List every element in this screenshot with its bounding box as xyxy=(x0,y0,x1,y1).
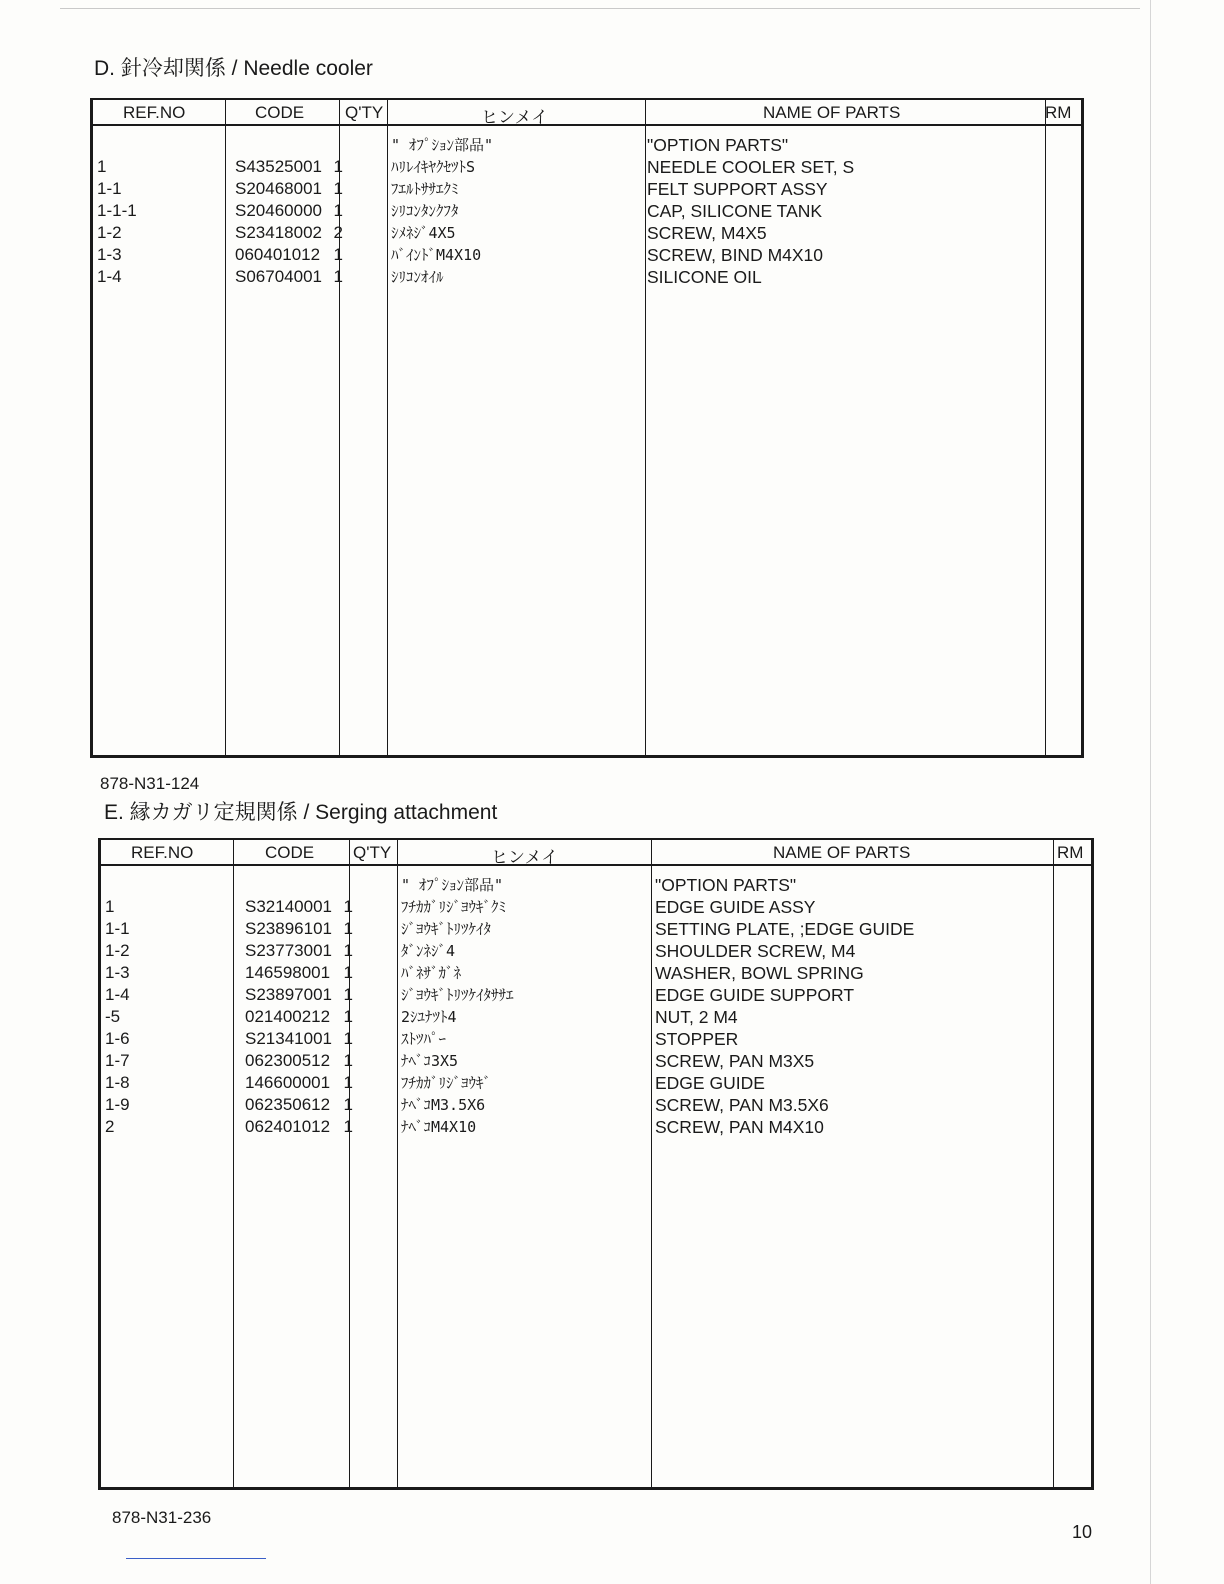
table-row xyxy=(101,1094,1091,1116)
table-row xyxy=(101,1116,1091,1138)
cell-code: S06704001 xyxy=(235,267,322,286)
cell-code: S43525001 xyxy=(235,157,322,176)
table-row xyxy=(93,134,1081,156)
cell-code: 021400212 xyxy=(245,1007,331,1026)
cell-qty: 1 xyxy=(333,179,343,198)
table-row xyxy=(101,984,1091,1006)
cell-hinmei: ｼﾘｺﾝﾀﾝｸﾌﾀ xyxy=(391,202,459,220)
cell-hinmei: " ｵﾌﾟｼｮﾝ部品" xyxy=(401,876,504,894)
col-header-code: CODE xyxy=(265,843,315,862)
cell-ref-no: 1-4 xyxy=(105,985,130,1004)
col-header-qty: Q'TY xyxy=(345,103,384,122)
cell-qty: 1 xyxy=(333,267,343,286)
cell-ref-no: 1 xyxy=(105,897,115,916)
cell-qty: 1 xyxy=(343,1007,353,1026)
scan-top-rule xyxy=(60,8,1140,9)
cell-qty: 1 xyxy=(333,157,343,176)
cell-ref-no: 1-1 xyxy=(105,919,130,938)
cell-name-of-parts: SETTING PLATE, ;EDGE GUIDE xyxy=(655,919,915,939)
cell-hinmei: ｼﾒﾈｼﾞ4X5 xyxy=(391,224,456,242)
section-title-needle-cooler: D. 針冷却関係 / Needle cooler xyxy=(94,57,373,80)
col-header-ref-no: REF.NO xyxy=(123,103,186,122)
parts-table-serging-attachment xyxy=(98,838,1094,1490)
table-row xyxy=(101,1050,1091,1072)
cell-ref-no: 1 xyxy=(97,157,107,176)
cell-hinmei: ﾌﾁｶｶﾞﾘｼﾞﾖｳｷﾞ xyxy=(401,1074,492,1092)
cell-hinmei: ﾊﾘﾚｲｷﾔｸｾﾂﾄS xyxy=(391,158,476,176)
cell-name-of-parts: EDGE GUIDE xyxy=(655,1073,765,1093)
table-row xyxy=(93,244,1081,266)
table-row xyxy=(101,1072,1091,1094)
cell-code: S23418002 xyxy=(235,223,322,242)
cell-name-of-parts: SCREW, PAN M3.5X6 xyxy=(655,1095,829,1115)
col-header-qty: Q'TY xyxy=(353,843,392,862)
cell-ref-no: 1-6 xyxy=(105,1029,130,1048)
drawing-number: 878-N31-124 xyxy=(100,774,200,793)
cell-hinmei: ﾊﾞﾈｻﾞｶﾞﾈ xyxy=(401,964,462,982)
cell-hinmei: ｼﾞﾖｳｷﾞﾄﾘﾂｹｲﾀ xyxy=(401,920,492,938)
cell-qty: 1 xyxy=(333,245,343,264)
cell-name-of-parts: SHOULDER SCREW, M4 xyxy=(655,941,856,961)
table-row xyxy=(93,200,1081,222)
cell-hinmei: 2ｼﾕﾅﾂﾄ4 xyxy=(401,1008,457,1026)
cell-hinmei: ﾅﾍﾞｺ3X5 xyxy=(401,1052,459,1070)
cell-code: S23896101 xyxy=(245,919,332,938)
col-header-name-of-parts: NAME OF PARTS xyxy=(773,843,911,862)
cell-code: S21341001 xyxy=(245,1029,332,1048)
table-row xyxy=(101,940,1091,962)
cell-hinmei: ﾅﾍﾞｺM3.5X6 xyxy=(401,1096,486,1114)
col-header-ref-no: REF.NO xyxy=(131,843,194,862)
col-header-hinmei: ヒンメイ xyxy=(491,848,559,867)
parts-table-needle-cooler xyxy=(90,98,1084,758)
cell-ref-no: -5 xyxy=(105,1007,121,1026)
cell-hinmei: ｼﾞﾖｳｷﾞﾄﾘﾂｹｲﾀｻｻｴ xyxy=(401,986,514,1004)
cell-name-of-parts: SCREW, M4X5 xyxy=(647,223,767,243)
table-row xyxy=(101,1028,1091,1050)
table-row xyxy=(101,896,1091,918)
cell-qty: 1 xyxy=(343,985,353,1004)
cell-hinmei: ｼﾘｺﾝｵｲﾙ xyxy=(391,268,444,286)
cell-ref-no: 1-3 xyxy=(105,963,130,982)
cell-code: 062401012 xyxy=(245,1117,331,1136)
cell-ref-no: 1-2 xyxy=(105,941,130,960)
cell-qty: 1 xyxy=(343,963,353,982)
cell-qty: 1 xyxy=(343,1029,353,1048)
cell-name-of-parts: WASHER, BOWL SPRING xyxy=(655,963,864,983)
cell-qty: 1 xyxy=(343,1051,353,1070)
cell-qty: 1 xyxy=(343,941,353,960)
col-header-rm: RM xyxy=(1057,843,1084,862)
cell-code: S20468001 xyxy=(235,179,322,198)
cell-qty: 1 xyxy=(343,1073,353,1092)
cell-name-of-parts: STOPPER xyxy=(655,1029,739,1049)
cell-name-of-parts: SILICONE OIL xyxy=(647,267,762,287)
table-row xyxy=(101,1006,1091,1028)
cell-code: 146598001 xyxy=(245,963,331,982)
cell-ref-no: 1-8 xyxy=(105,1073,130,1092)
table-header xyxy=(101,840,1091,866)
cell-qty: 1 xyxy=(343,897,353,916)
cell-name-of-parts: SCREW, PAN M3X5 xyxy=(655,1051,815,1071)
cell-code: S32140001 xyxy=(245,897,332,916)
cell-ref-no: 1-7 xyxy=(105,1051,130,1070)
cell-code: 146600001 xyxy=(245,1073,331,1092)
cell-code: S23897001 xyxy=(245,985,332,1004)
cell-ref-no: 1-4 xyxy=(97,267,122,286)
cell-qty: 1 xyxy=(343,1117,353,1136)
cell-name-of-parts: CAP, SILICONE TANK xyxy=(647,201,823,221)
cell-hinmei: ﾊﾞｲﾝﾄﾞM4X10 xyxy=(391,246,482,264)
cell-ref-no: 1-1-1 xyxy=(97,201,137,220)
cell-qty: 1 xyxy=(333,201,343,220)
cell-hinmei: ﾅﾍﾞｺM4X10 xyxy=(401,1118,477,1136)
cell-hinmei: " ｵﾌﾟｼｮﾝ部品" xyxy=(391,136,494,154)
col-header-rm: RM xyxy=(1045,103,1072,122)
cell-name-of-parts: "OPTION PARTS" xyxy=(655,875,797,895)
cell-ref-no: 1-3 xyxy=(97,245,122,264)
cell-name-of-parts: SCREW, BIND M4X10 xyxy=(647,245,824,265)
cell-code: 060401012 xyxy=(235,245,321,264)
col-header-name-of-parts: NAME OF PARTS xyxy=(763,103,901,122)
table-row xyxy=(93,156,1081,178)
table-row xyxy=(101,962,1091,984)
cell-name-of-parts: EDGE GUIDE ASSY xyxy=(655,897,816,917)
table-row xyxy=(93,222,1081,244)
cell-hinmei: ｽﾄﾂﾊﾟｰ xyxy=(401,1030,447,1048)
table-row xyxy=(101,874,1091,896)
cell-qty: 1 xyxy=(343,919,353,938)
drawing-number: 878-N31-236 xyxy=(112,1508,212,1527)
cell-name-of-parts: EDGE GUIDE SUPPORT xyxy=(655,985,855,1005)
cell-ref-no: 1-1 xyxy=(97,179,122,198)
col-header-hinmei: ヒンメイ xyxy=(481,108,549,127)
cell-code: 062300512 xyxy=(245,1051,331,1070)
cell-name-of-parts: NUT, 2 M4 xyxy=(655,1007,738,1027)
cell-hinmei: ﾌｴﾙﾄｻｻｴｸﾐ xyxy=(391,180,459,198)
cell-qty: 2 xyxy=(333,223,343,242)
cell-ref-no: 1-9 xyxy=(105,1095,130,1114)
col-header-code: CODE xyxy=(255,103,305,122)
table-header xyxy=(93,100,1081,126)
cell-code: 062350612 xyxy=(245,1095,331,1114)
cell-ref-no: 1-2 xyxy=(97,223,122,242)
cell-code: S23773001 xyxy=(245,941,332,960)
cell-name-of-parts: "OPTION PARTS" xyxy=(647,135,789,155)
cell-hinmei: ﾌﾁｶｶﾞﾘｼﾞﾖｳｷﾞｸﾐ xyxy=(401,898,507,916)
cell-qty: 1 xyxy=(343,1095,353,1114)
cell-name-of-parts: FELT SUPPORT ASSY xyxy=(647,179,828,199)
cell-name-of-parts: NEEDLE COOLER SET, S xyxy=(647,157,855,177)
cell-name-of-parts: SCREW, PAN M4X10 xyxy=(655,1117,824,1137)
cell-hinmei: ﾀﾞﾝﾈｼﾞ4 xyxy=(401,942,456,960)
table-row xyxy=(93,266,1081,288)
cell-code: S20460000 xyxy=(235,201,322,220)
table-row xyxy=(93,178,1081,200)
section-title-serging-attachment: E. 縁カガリ定規関係 / Serging attachment xyxy=(104,801,498,824)
footer-rule xyxy=(126,1558,266,1559)
scan-right-edge xyxy=(1150,0,1151,1584)
page-number: 10 xyxy=(1072,1522,1093,1542)
table-row xyxy=(101,918,1091,940)
cell-ref-no: 2 xyxy=(105,1117,115,1136)
